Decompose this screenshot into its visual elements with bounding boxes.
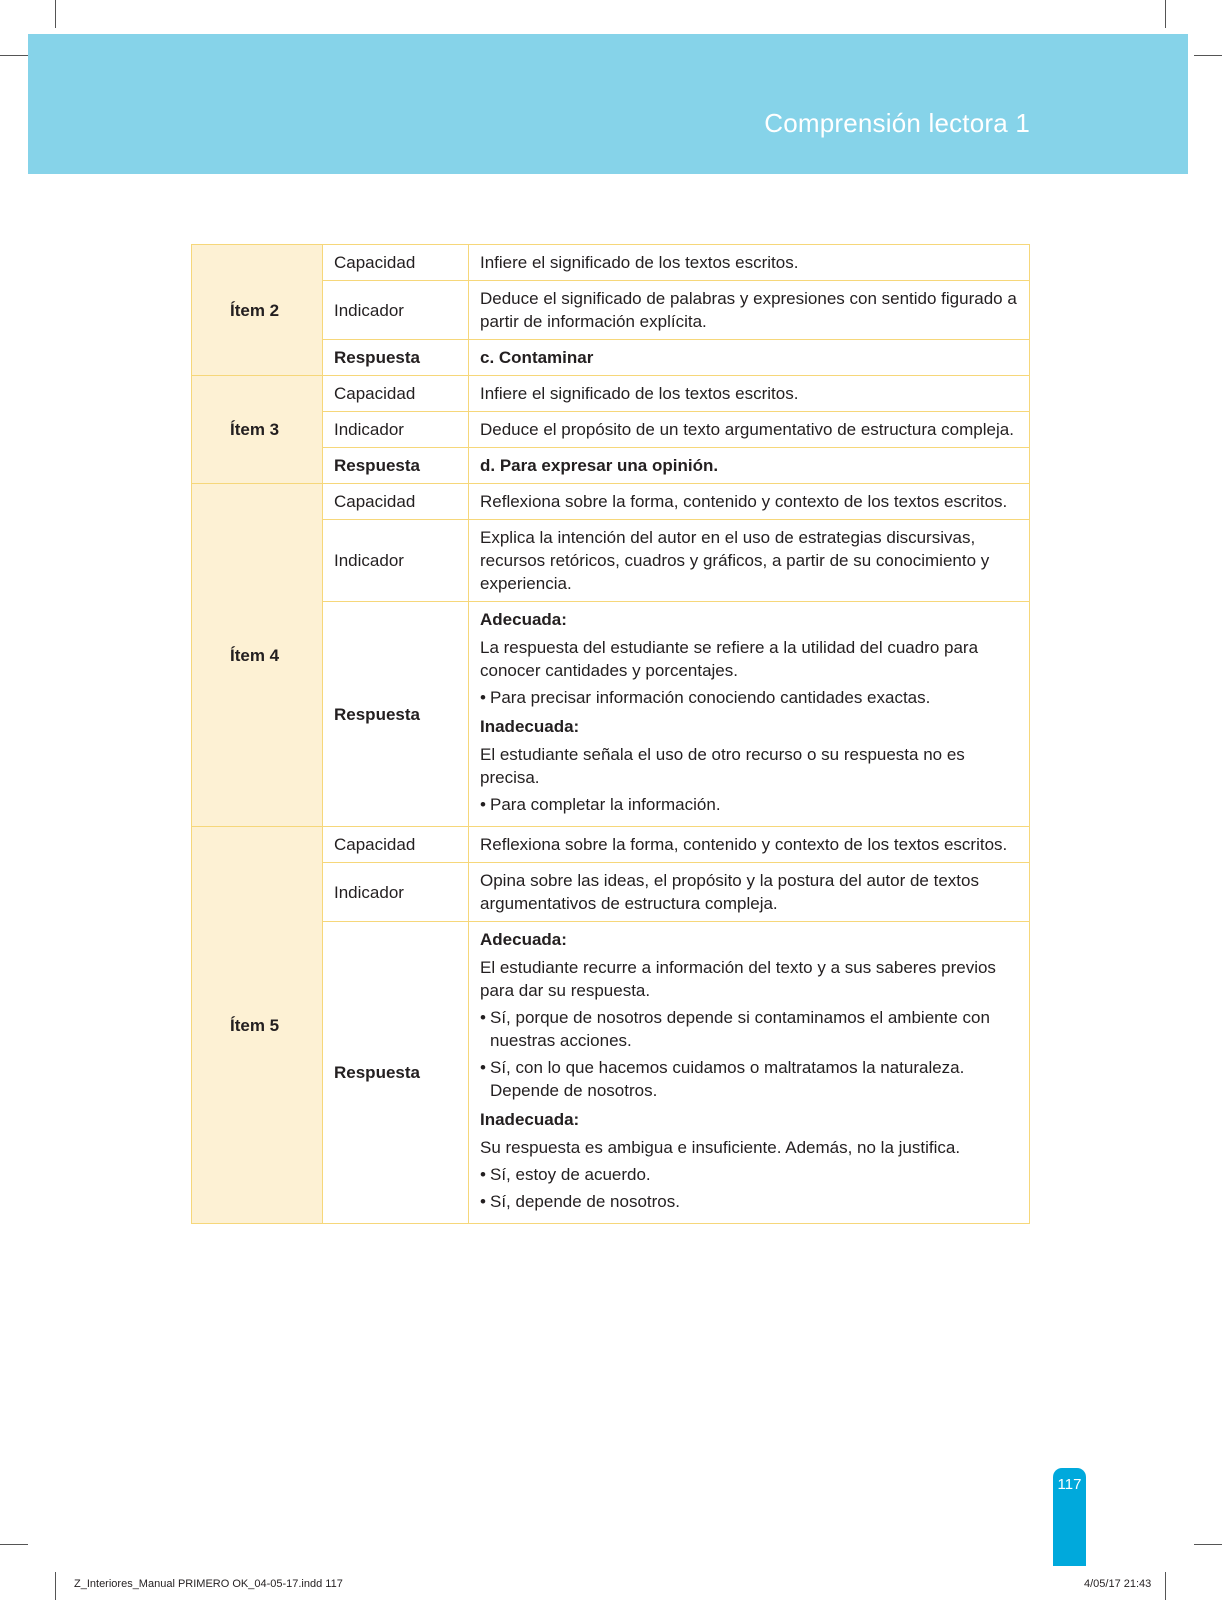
row-label-respuesta: Respuesta: [323, 448, 469, 484]
answer-key-table: [191, 244, 1030, 1224]
respuesta-text: d. Para expresar una opinión.: [469, 448, 1030, 484]
capacidad-text: Reflexiona sobre la forma, contenido y contexto de los textos escritos.: [469, 827, 1030, 863]
bullet-text: Sí, estoy de acuerdo.: [490, 1165, 651, 1184]
table-row: [192, 245, 1030, 281]
indicador-text: Deduce el significado de palabras y expresiones con sentido figurado a partir de información explícita.: [469, 281, 1030, 340]
indicador-text: Explica la intención del autor en el uso de estrategias discursivas, recursos retóricos, cuadros y gráficos, a partir de su conocimiento y experiencia.: [469, 520, 1030, 602]
respuesta-cell: [469, 922, 1030, 1224]
footer-file-info: Z_Interiores_Manual PRIMERO OK_04-05-17.indd 117: [74, 1578, 343, 1590]
item-label: Ítem 5: [192, 827, 323, 1224]
item-label: Ítem 2: [192, 245, 323, 376]
crop-mark-bottom-right-h: [1194, 1544, 1222, 1545]
page-number: 117: [1057, 1476, 1082, 1493]
footer-timestamp: 4/05/17 21:43: [1084, 1578, 1152, 1590]
row-label-capacidad: Capacidad: [323, 827, 469, 863]
page-section-title: Comprensión lectora 1: [764, 108, 1030, 138]
crop-mark-bottom-right-v: [1165, 1572, 1166, 1600]
adecuada-text: El estudiante recurre a información del texto y a sus saberes previos para dar su respuesta.: [480, 958, 996, 1000]
table-row: [192, 827, 1030, 863]
bullet-item: [480, 793, 1018, 816]
bullet-item: [480, 1006, 1018, 1052]
row-label-respuesta: Respuesta: [323, 340, 469, 376]
crop-mark-top-right-v: [1165, 0, 1166, 28]
bullet-glyph: •: [480, 688, 486, 707]
bullet-glyph: •: [480, 1008, 486, 1027]
row-label-respuesta: Respuesta: [323, 922, 469, 1224]
crop-mark-bottom-left-h: [0, 1544, 28, 1545]
row-label-capacidad: Capacidad: [323, 484, 469, 520]
adecuada-title: Adecuada:: [480, 610, 567, 629]
capacidad-text: Reflexiona sobre la forma, contenido y contexto de los textos escritos.: [469, 484, 1030, 520]
bullet-text: Para completar la información.: [490, 795, 721, 814]
bullet-glyph: •: [480, 795, 486, 814]
bullet-glyph: •: [480, 1165, 486, 1184]
row-label-indicador: Indicador: [323, 281, 469, 340]
row-label-indicador: Indicador: [323, 863, 469, 922]
adecuada-text: La respuesta del estudiante se refiere a la utilidad del cuadro para conocer cantidades y porcentajes.: [480, 638, 979, 680]
bullet-text: Sí, porque de nosotros depende si contaminamos el ambiente con nuestras acciones.: [490, 1008, 990, 1050]
bullet-item: [480, 1056, 1018, 1102]
adecuada-title: Adecuada:: [480, 930, 567, 949]
inadecuada-text: Su respuesta es ambigua e insuficiente. Además, no la justifica.: [480, 1138, 961, 1157]
inadecuada-title: Inadecuada:: [480, 717, 580, 736]
bullet-glyph: •: [480, 1058, 486, 1077]
crop-mark-bottom-left-v: [55, 1572, 56, 1600]
indicador-text: Deduce el propósito de un texto argumentativo de estructura compleja.: [469, 412, 1030, 448]
header-band: [28, 34, 1188, 174]
capacidad-text: Infiere el significado de los textos escritos.: [469, 376, 1030, 412]
item-label: Ítem 4: [192, 484, 323, 827]
table-row: [192, 376, 1030, 412]
bullet-item: [480, 1190, 1018, 1213]
item-label: Ítem 3: [192, 376, 323, 484]
bullet-text: Sí, con lo que hacemos cuidamos o maltratamos la naturaleza. Depende de nosotros.: [490, 1058, 965, 1100]
crop-mark-top-left-h: [0, 55, 28, 56]
row-label-indicador: Indicador: [323, 520, 469, 602]
bullet-glyph: •: [480, 1192, 486, 1211]
capacidad-text: Infiere el significado de los textos escritos.: [469, 245, 1030, 281]
bullet-text: Sí, depende de nosotros.: [490, 1192, 680, 1211]
respuesta-text: c. Contaminar: [469, 340, 1030, 376]
crop-mark-top-left-v: [55, 0, 56, 28]
crop-mark-top-right-h: [1194, 55, 1222, 56]
indicador-text: Opina sobre las ideas, el propósito y la postura del autor de textos argumentativos de estructura compleja.: [469, 863, 1030, 922]
bullet-item: [480, 686, 1018, 709]
bullet-text: Para precisar información conociendo cantidades exactas.: [490, 688, 931, 707]
respuesta-cell: [469, 602, 1030, 827]
inadecuada-title: Inadecuada:: [480, 1110, 580, 1129]
table-row: [192, 484, 1030, 520]
row-label-respuesta: Respuesta: [323, 602, 469, 827]
row-label-capacidad: Capacidad: [323, 245, 469, 281]
row-label-indicador: Indicador: [323, 412, 469, 448]
row-label-capacidad: Capacidad: [323, 376, 469, 412]
inadecuada-text: El estudiante señala el uso de otro recurso o su respuesta no es precisa.: [480, 745, 965, 787]
bullet-item: [480, 1163, 1018, 1186]
